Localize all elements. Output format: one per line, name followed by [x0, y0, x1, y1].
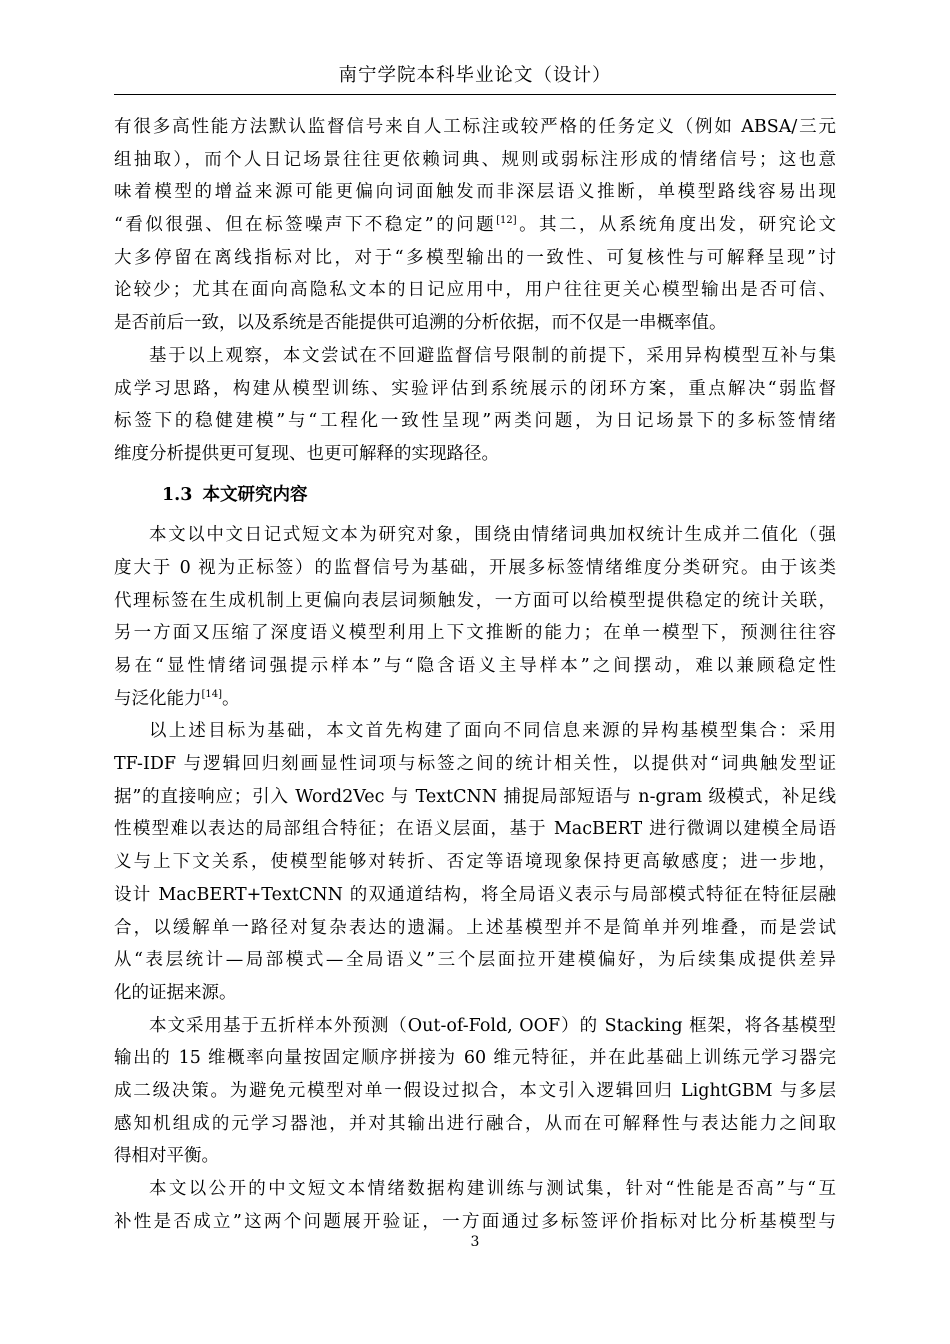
paragraph — [114, 1010, 836, 1173]
text-line: 感知机组成的元学习器池，并对其输出进行融合，从而在可解释性与表达能力之间取 — [114, 1113, 836, 1134]
text-line: 本文采用基于五折样本外预测（Out-of-Fold, OOF）的 Stacking 框架，将各基模型 — [149, 1015, 836, 1036]
text-line: 成二级决策。为避免元模型对单一假设过拟合，本文引入逻辑回归 LightGBM 与多层 — [114, 1080, 836, 1101]
paragraph — [114, 1173, 836, 1238]
text-line: 组抽取），而个人日记场景往往更依赖词典、规则或弱标注形成的情绪信号；这也意 — [114, 149, 836, 170]
text-line: 代理标签在生成机制上更偏向表层词频触发，一方面可以给模型提供稳定的统计关联， — [114, 590, 836, 611]
text-line: 度大于 0 视为正标签）的监督信号为基础，开展多标签情绪维度分类研究。由于该类 — [114, 557, 836, 578]
text-line: 合，以缓解单一路径对复杂表达的遗漏。上述基模型并不是简单并列堆叠，而是尝试 — [114, 917, 836, 938]
text-line: 性模型难以表达的局部组合特征；在语义层面，基于 MacBERT 进行微调以建模全局语 — [114, 819, 836, 840]
page-header-title: 南宁学院本科毕业论文（设计） — [338, 65, 612, 86]
text-line: 补性是否成立”这两个问题展开验证，一方面通过多标签评价指标对比分析基模型与 — [114, 1211, 836, 1232]
text-line: 从“表层统计—局部模式—全局语义”三个层面拉开建模偏好，为后续集成提供差异 — [114, 950, 836, 971]
text-line: TF-IDF 与逻辑回归刻画显性词项与标签之间的统计相关性，以提供对“词典触发型证 — [114, 754, 836, 775]
text-line: 是否前后一致，以及系统是否能提供可追溯的分析依据，而不仅是一串概率值。 — [114, 313, 727, 334]
section-number: 1.3 — [162, 484, 193, 505]
text-line: 成学习思路，构建从模型训练、实验评估到系统展示的闭环方案，重点解决“弱监督 — [114, 378, 836, 399]
text-line: 化的证据来源。 — [114, 982, 237, 1003]
text-line: 有很多高性能方法默认监督信号来自人工标注或较严格的任务定义（例如 ABSA/三元 — [114, 117, 836, 137]
text-line: 设计 MacBERT+TextCNN 的双通道结构，将全局语义表示与局部模式特征在特征层融 — [114, 884, 836, 905]
text-line: 义与上下文关系，使模型能够对转折、否定等语境现象保持更高敏感度；进一步地， — [114, 852, 836, 873]
paragraph — [114, 519, 836, 715]
text-line: 本文以公开的中文短文本情绪数据构建训练与测试集，针对“性能是否高”与“互 — [149, 1179, 836, 1199]
citation-ref: [14] — [201, 688, 223, 700]
text-line: 标签下的稳健建模”与“工程化一致性呈现”两类问题，为日记场景下的多标签情绪 — [114, 411, 836, 432]
text-line: 维度分析提供更可复现、也更可解释的实现路径。 — [114, 443, 499, 464]
citation-ref: [12] — [496, 215, 517, 227]
header-divider — [114, 94, 836, 95]
text-line: 味着模型的增益来源可能更偏向词面触发而非深层语义推断，单模型路线容易出现 — [114, 182, 836, 203]
paragraph-continuation — [114, 111, 836, 340]
text-segment: 与泛化能力 — [114, 688, 202, 709]
paragraph — [114, 340, 836, 471]
text-segment: “看似很强、但在标签噪声下不稳定”的问题 — [114, 215, 497, 236]
text-line: 以上述目标为基础，本文首先构建了面向不同信息来源的异构基模型集合：采用 — [149, 721, 836, 742]
text-line-with-citation — [114, 683, 836, 716]
page-body — [114, 111, 836, 1238]
text-segment: 。其二，从系统角度出发，研究论文 — [516, 215, 836, 236]
text-line: 基于以上观察，本文尝试在不回避监督信号限制的前提下，采用异构模型互补与集 — [149, 345, 836, 366]
paragraph — [114, 715, 836, 1009]
text-segment: 。 — [222, 688, 240, 709]
text-line: 论较少；尤其在面向高隐私文本的日记应用中，用户往往更关心模型输出是否可信、 — [114, 280, 836, 301]
page-number: 3 — [470, 1234, 480, 1250]
text-line: 本文以中文日记式短文本为研究对象，围绕由情绪词典加权统计生成并二值化（强 — [149, 525, 836, 546]
text-line: 输出的 15 维概率向量按固定顺序拼接为 60 维元特征，并在此基础上训练元学习器完 — [114, 1048, 836, 1069]
text-line: 大多停留在离线指标对比，对于“多模型输出的一致性、可复核性与可解释呈现”讨 — [114, 247, 836, 268]
text-line: 易在“显性情绪词强提示样本”与“隐含语义主导样本”之间摆动，难以兼顾稳定性 — [114, 656, 836, 676]
section-title: 本文研究内容 — [202, 484, 308, 505]
text-line-with-citation — [114, 209, 836, 242]
text-line: 得相对平衡。 — [114, 1146, 219, 1167]
text-line: 另一方面又压缩了深度语义模型利用上下文推断的能力；在单一模型下，预测往往容 — [114, 623, 836, 644]
section-heading — [162, 479, 836, 512]
text-line: 据”的直接响应；引入 Word2Vec 与 TextCNN 捕捉局部短语与 n-gram 级模式，补足线 — [114, 786, 836, 807]
